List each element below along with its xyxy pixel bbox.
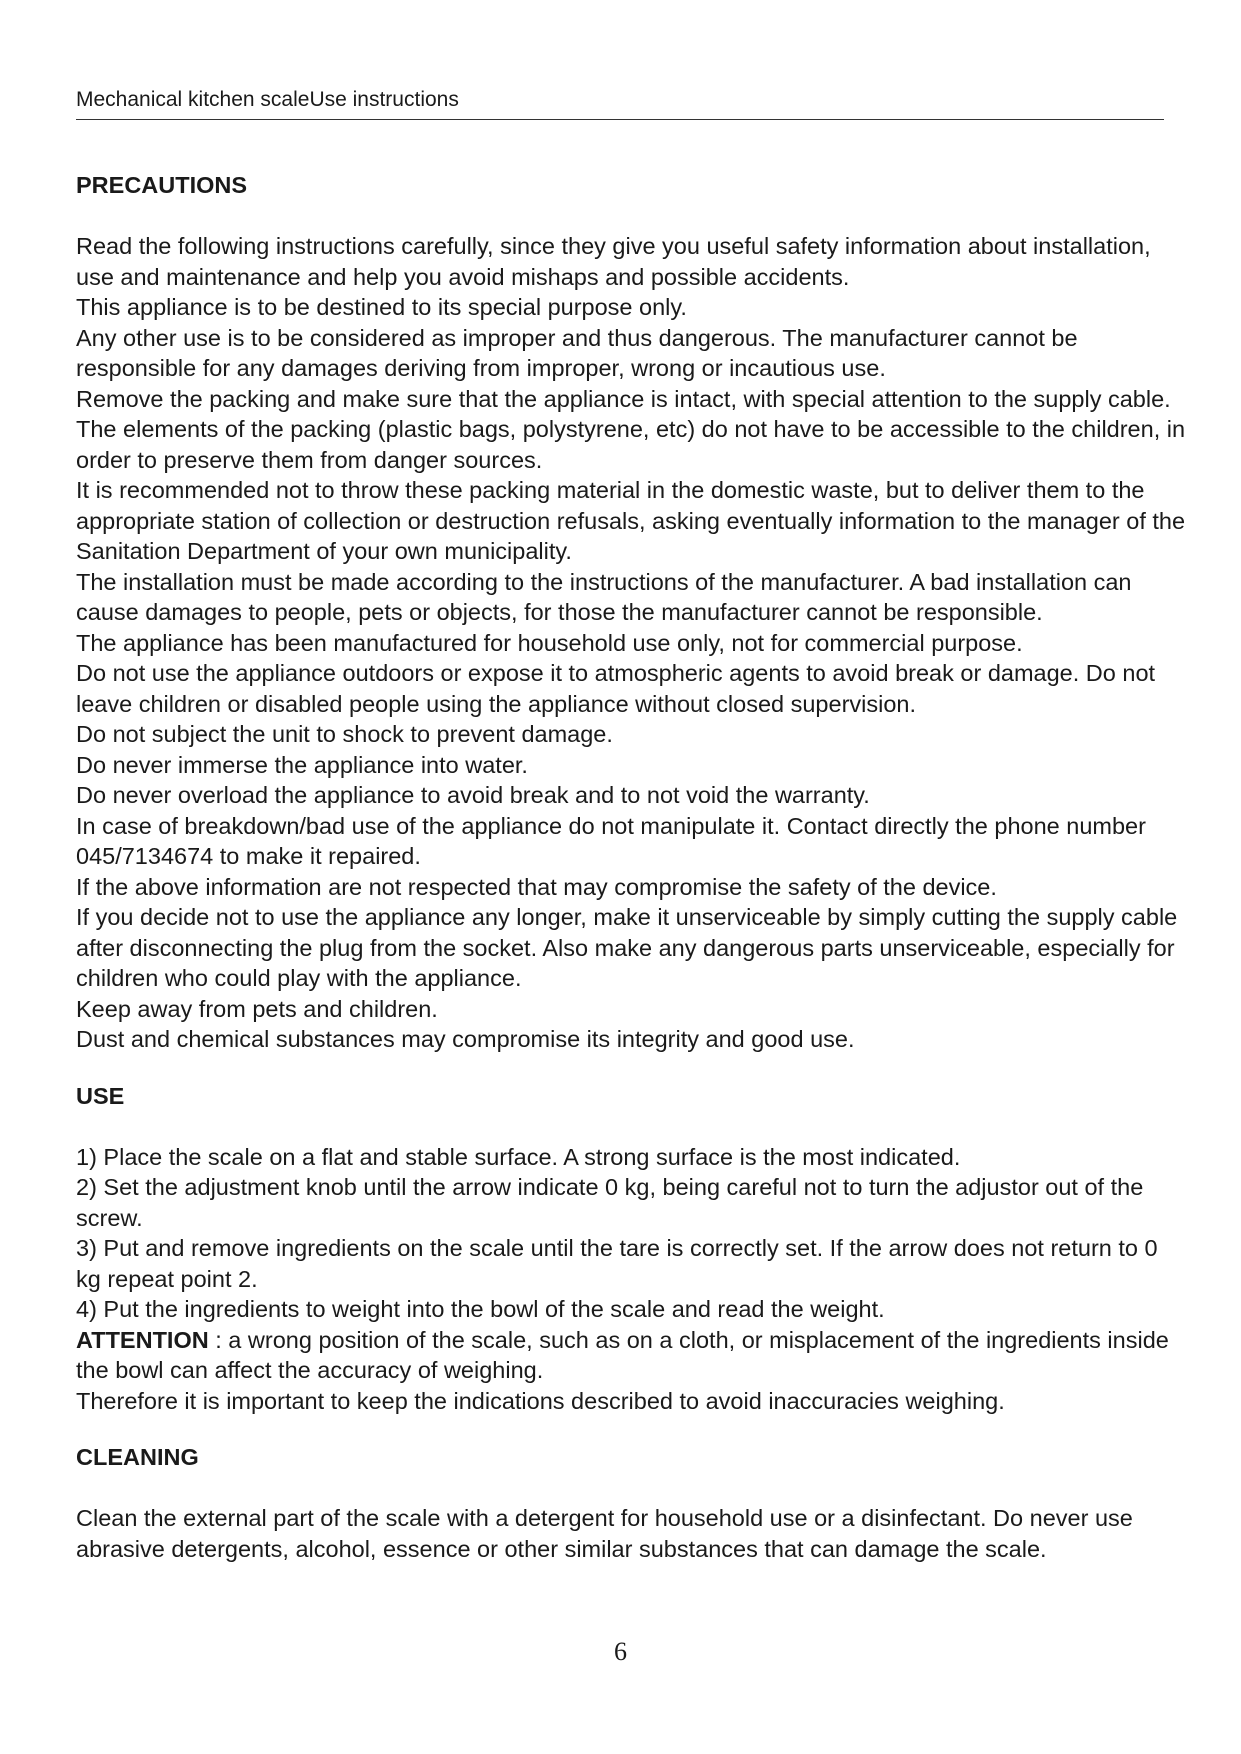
use-steps	[76, 1142, 1186, 1325]
paragraph: Do not subject the unit to shock to prevent damage.	[76, 721, 613, 747]
paragraph: The installation must be made according to the instructions of the manufacturer. A bad installation can cause damages to people, pets or objects, for those the manufacturer cannot be responsible.	[76, 568, 1132, 625]
paragraph: Keep away from pets and children.	[76, 995, 438, 1022]
list-item: 1) Place the scale on a flat and stable surface. A strong surface is the most indicated.	[76, 1143, 961, 1170]
paragraph: Do not use the appliance outdoors or expose it to atmospheric agents to avoid break or damage. Do not leave children or disabled people using the appliance without closed supervision.	[76, 660, 1156, 717]
attention-text: : a wrong position of the scale, such as on a cloth, or misplacement of the ingredients inside the bowl can affect the accuracy of weighing.	[76, 1326, 1169, 1383]
paragraph: Dust and chemical substances may compromise its integrity and good use.	[76, 1026, 855, 1052]
document-body	[76, 170, 1186, 1564]
paragraph: It is recommended not to throw these packing material in the domestic waste, but to deliver them to the appropriate station of collection or destruction refusals, asking eventually information to the manager of the Sanitation Department of your own municipality.	[76, 477, 1186, 564]
precautions-text	[76, 231, 1186, 1055]
paragraph: Remove the packing and make sure that the appliance is intact, with special attention to the supply cable. The elements of the packing (plastic bags, polystyrene, etc) do not have to be accessible to the children, in order to preserve them from danger sources.	[76, 385, 1186, 473]
attention-label: ATTENTION	[76, 1326, 209, 1353]
cleaning-text: Clean the external part of the scale with a detergent for household use or a disinfectant. Do never use abrasive detergents, alcohol, essence or other similar substances that can damage the scale.	[76, 1505, 1133, 1562]
paragraph: If the above information are not respected that may compromise the safety of the device.	[76, 873, 997, 900]
paragraph: In case of breakdown/bad use of the appliance do not manipulate it. Contact directly the phone number 045/7134674 to make it repaired.	[76, 812, 1146, 869]
list-item: 3) Put and remove ingredients on the scale until the tare is correctly set. If the arrow does not return to 0 kg repeat point 2.	[76, 1235, 1158, 1292]
paragraph: This appliance is to be destined to its special purpose only.	[76, 294, 687, 320]
paragraph: Any other use is to be considered as improper and thus dangerous. The manufacturer cannot be responsible for any damages deriving from improper, wrong or incautious use.	[76, 324, 1078, 381]
paragraph: Do never overload the appliance to avoid break and to not void the warranty.	[76, 782, 870, 808]
document-title: Mechanical kitchen scaleUse instructions	[76, 88, 459, 111]
paragraph: The appliance has been manufactured for household use only, not for commercial purpose.	[76, 629, 1023, 656]
paragraph: Do never immerse the appliance into water.	[76, 751, 528, 778]
page-header	[76, 86, 1164, 120]
attention-followup: Therefore it is important to keep the indications described to avoid inaccuracies weighing.	[76, 1387, 1005, 1414]
use-heading: USE	[76, 1082, 125, 1109]
page-number: 6	[614, 1637, 627, 1666]
precautions-heading: PRECAUTIONS	[76, 172, 248, 198]
attention-note	[76, 1325, 1186, 1386]
paragraph: If you decide not to use the appliance any longer, make it unserviceable by simply cutting the supply cable after disconnecting the plug from the socket. Also make any dangerous parts unserviceable, especially for children who could play with the appliance.	[76, 904, 1178, 991]
list-item: 2) Set the adjustment knob until the arrow indicate 0 kg, being careful not to turn the adjustor out of the screw.	[76, 1174, 1144, 1231]
list-item: 4) Put the ingredients to weight into the bowl of the scale and read the weight.	[76, 1296, 885, 1322]
paragraph: Read the following instructions carefully, since they give you useful safety information about installation, use and maintenance and help you avoid mishaps and possible accidents.	[76, 233, 1151, 290]
cleaning-heading: CLEANING	[76, 1444, 199, 1470]
